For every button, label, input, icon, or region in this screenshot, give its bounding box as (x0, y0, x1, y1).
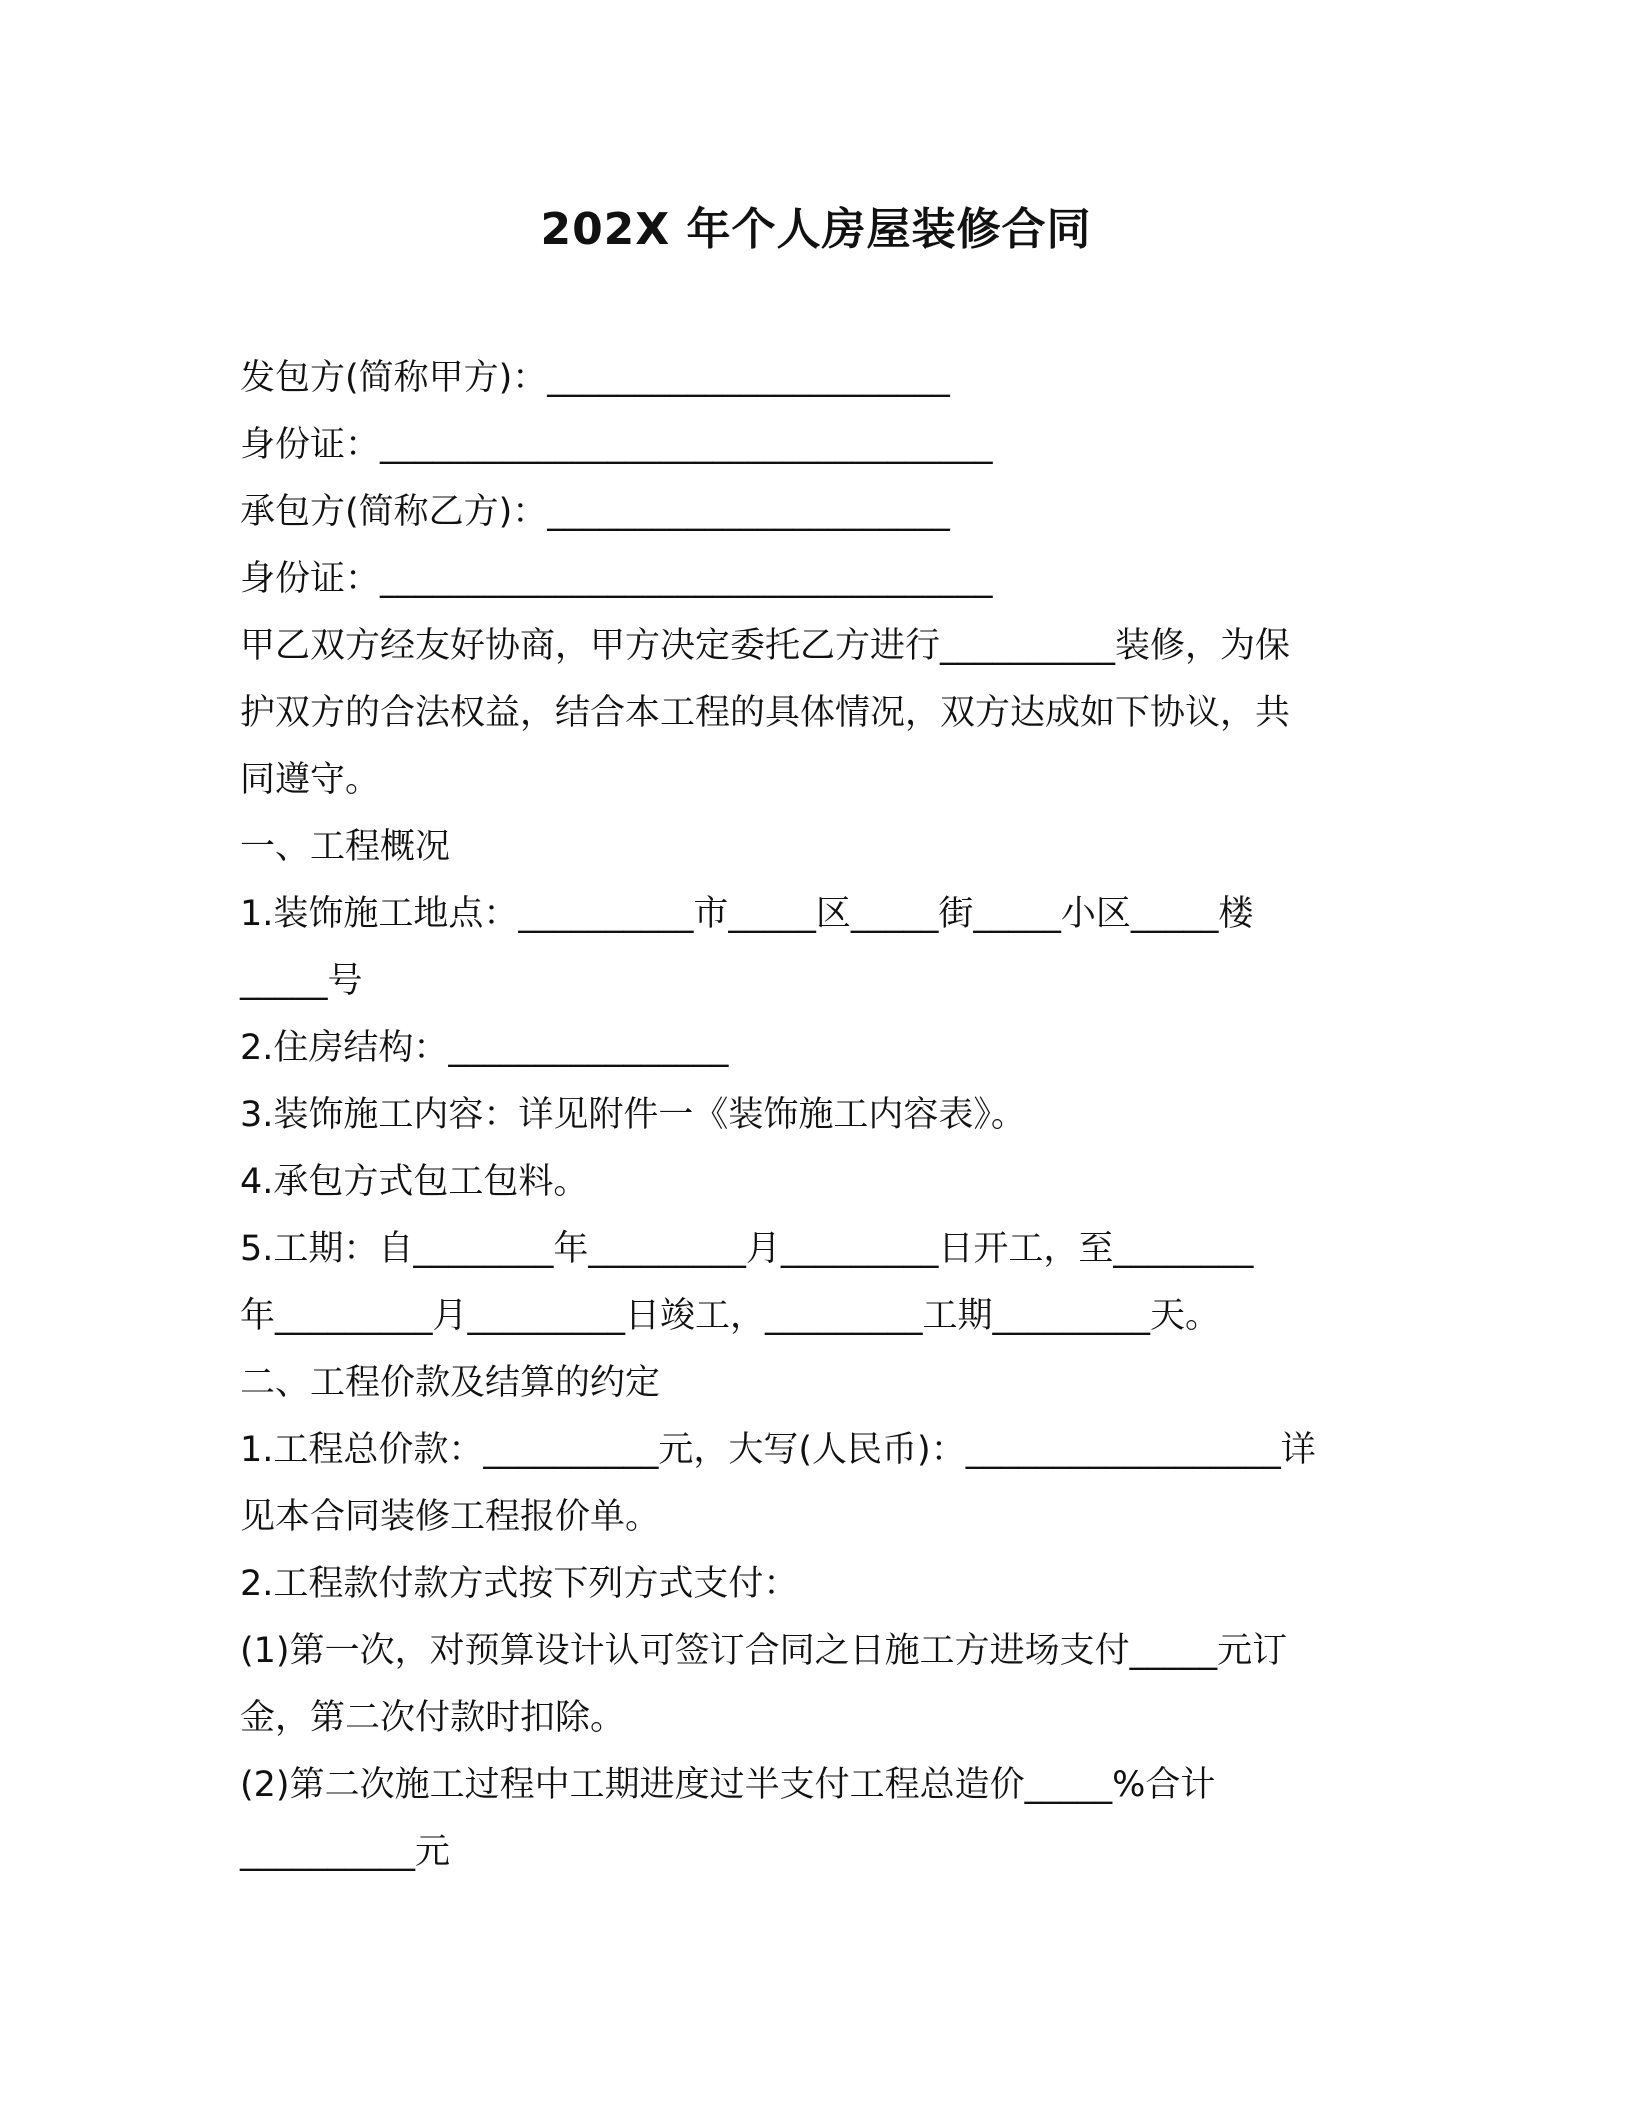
clause-2-1-line-2: 见本合同装修工程报价单。 (240, 1497, 661, 1537)
clause-1-1-line-1: 1.装饰施工地点：__________市_____区_____街_____小区_____楼 (240, 894, 1254, 934)
party-b-line: 承包方(简称乙方)：_______________________ (240, 492, 950, 532)
payment-2-line-1: (2)第二次施工过程中工期进度过半支付工程总造价_____%合计 (240, 1765, 1216, 1805)
clause-1-2: 2.住房结构：________________ (240, 1028, 729, 1068)
payment-1-line-2: 金，第二次付款时扣除。 (240, 1698, 626, 1738)
intro-line-3: 同遵守。 (240, 760, 381, 800)
clause-1-4: 4.承包方式包工包料。 (240, 1162, 589, 1202)
payment-2-line-2: __________元 (240, 1832, 451, 1872)
party-a-id-line: 身份证：___________________________________ (240, 425, 993, 465)
document-title: 202X 年个人房屋装修合同 (540, 204, 1092, 255)
section-heading-1: 一、工程概况 (240, 827, 451, 867)
intro-line-2: 护双方的合法权益，结合本工程的具体情况，双方达成如下协议，共 (240, 693, 1291, 733)
clause-2-1-line-1: 1.工程总价款：__________元，大写(人民币)：__________________详 (240, 1430, 1316, 1470)
document-body (240, 345, 1410, 1886)
clause-1-3: 3.装饰施工内容：详见附件一《装饰施工内容表》。 (240, 1095, 1026, 1135)
clause-2-2: 2.工程款付款方式按下列方式支付： (240, 1564, 799, 1604)
clause-1-5-line-1: 5.工期：自________年_________月_________日开工，至________ (240, 1229, 1254, 1269)
intro-line-1: 甲乙双方经友好协商，甲方决定委托乙方进行__________装修，为保 (240, 626, 1291, 666)
clause-1-5-line-2: 年_________月_________日竣工，_________工期_________天。 (240, 1296, 1221, 1336)
clause-1-1-line-2: _____号 (240, 961, 363, 1001)
section-heading-2: 二、工程价款及结算的约定 (240, 1363, 661, 1403)
party-b-id-line: 身份证：___________________________________ (240, 559, 993, 599)
payment-1-line-1: (1)第一次，对预算设计认可签订合同之日施工方进场支付_____元订 (240, 1631, 1288, 1671)
party-a-line: 发包方(简称甲方)：_______________________ (240, 358, 950, 398)
